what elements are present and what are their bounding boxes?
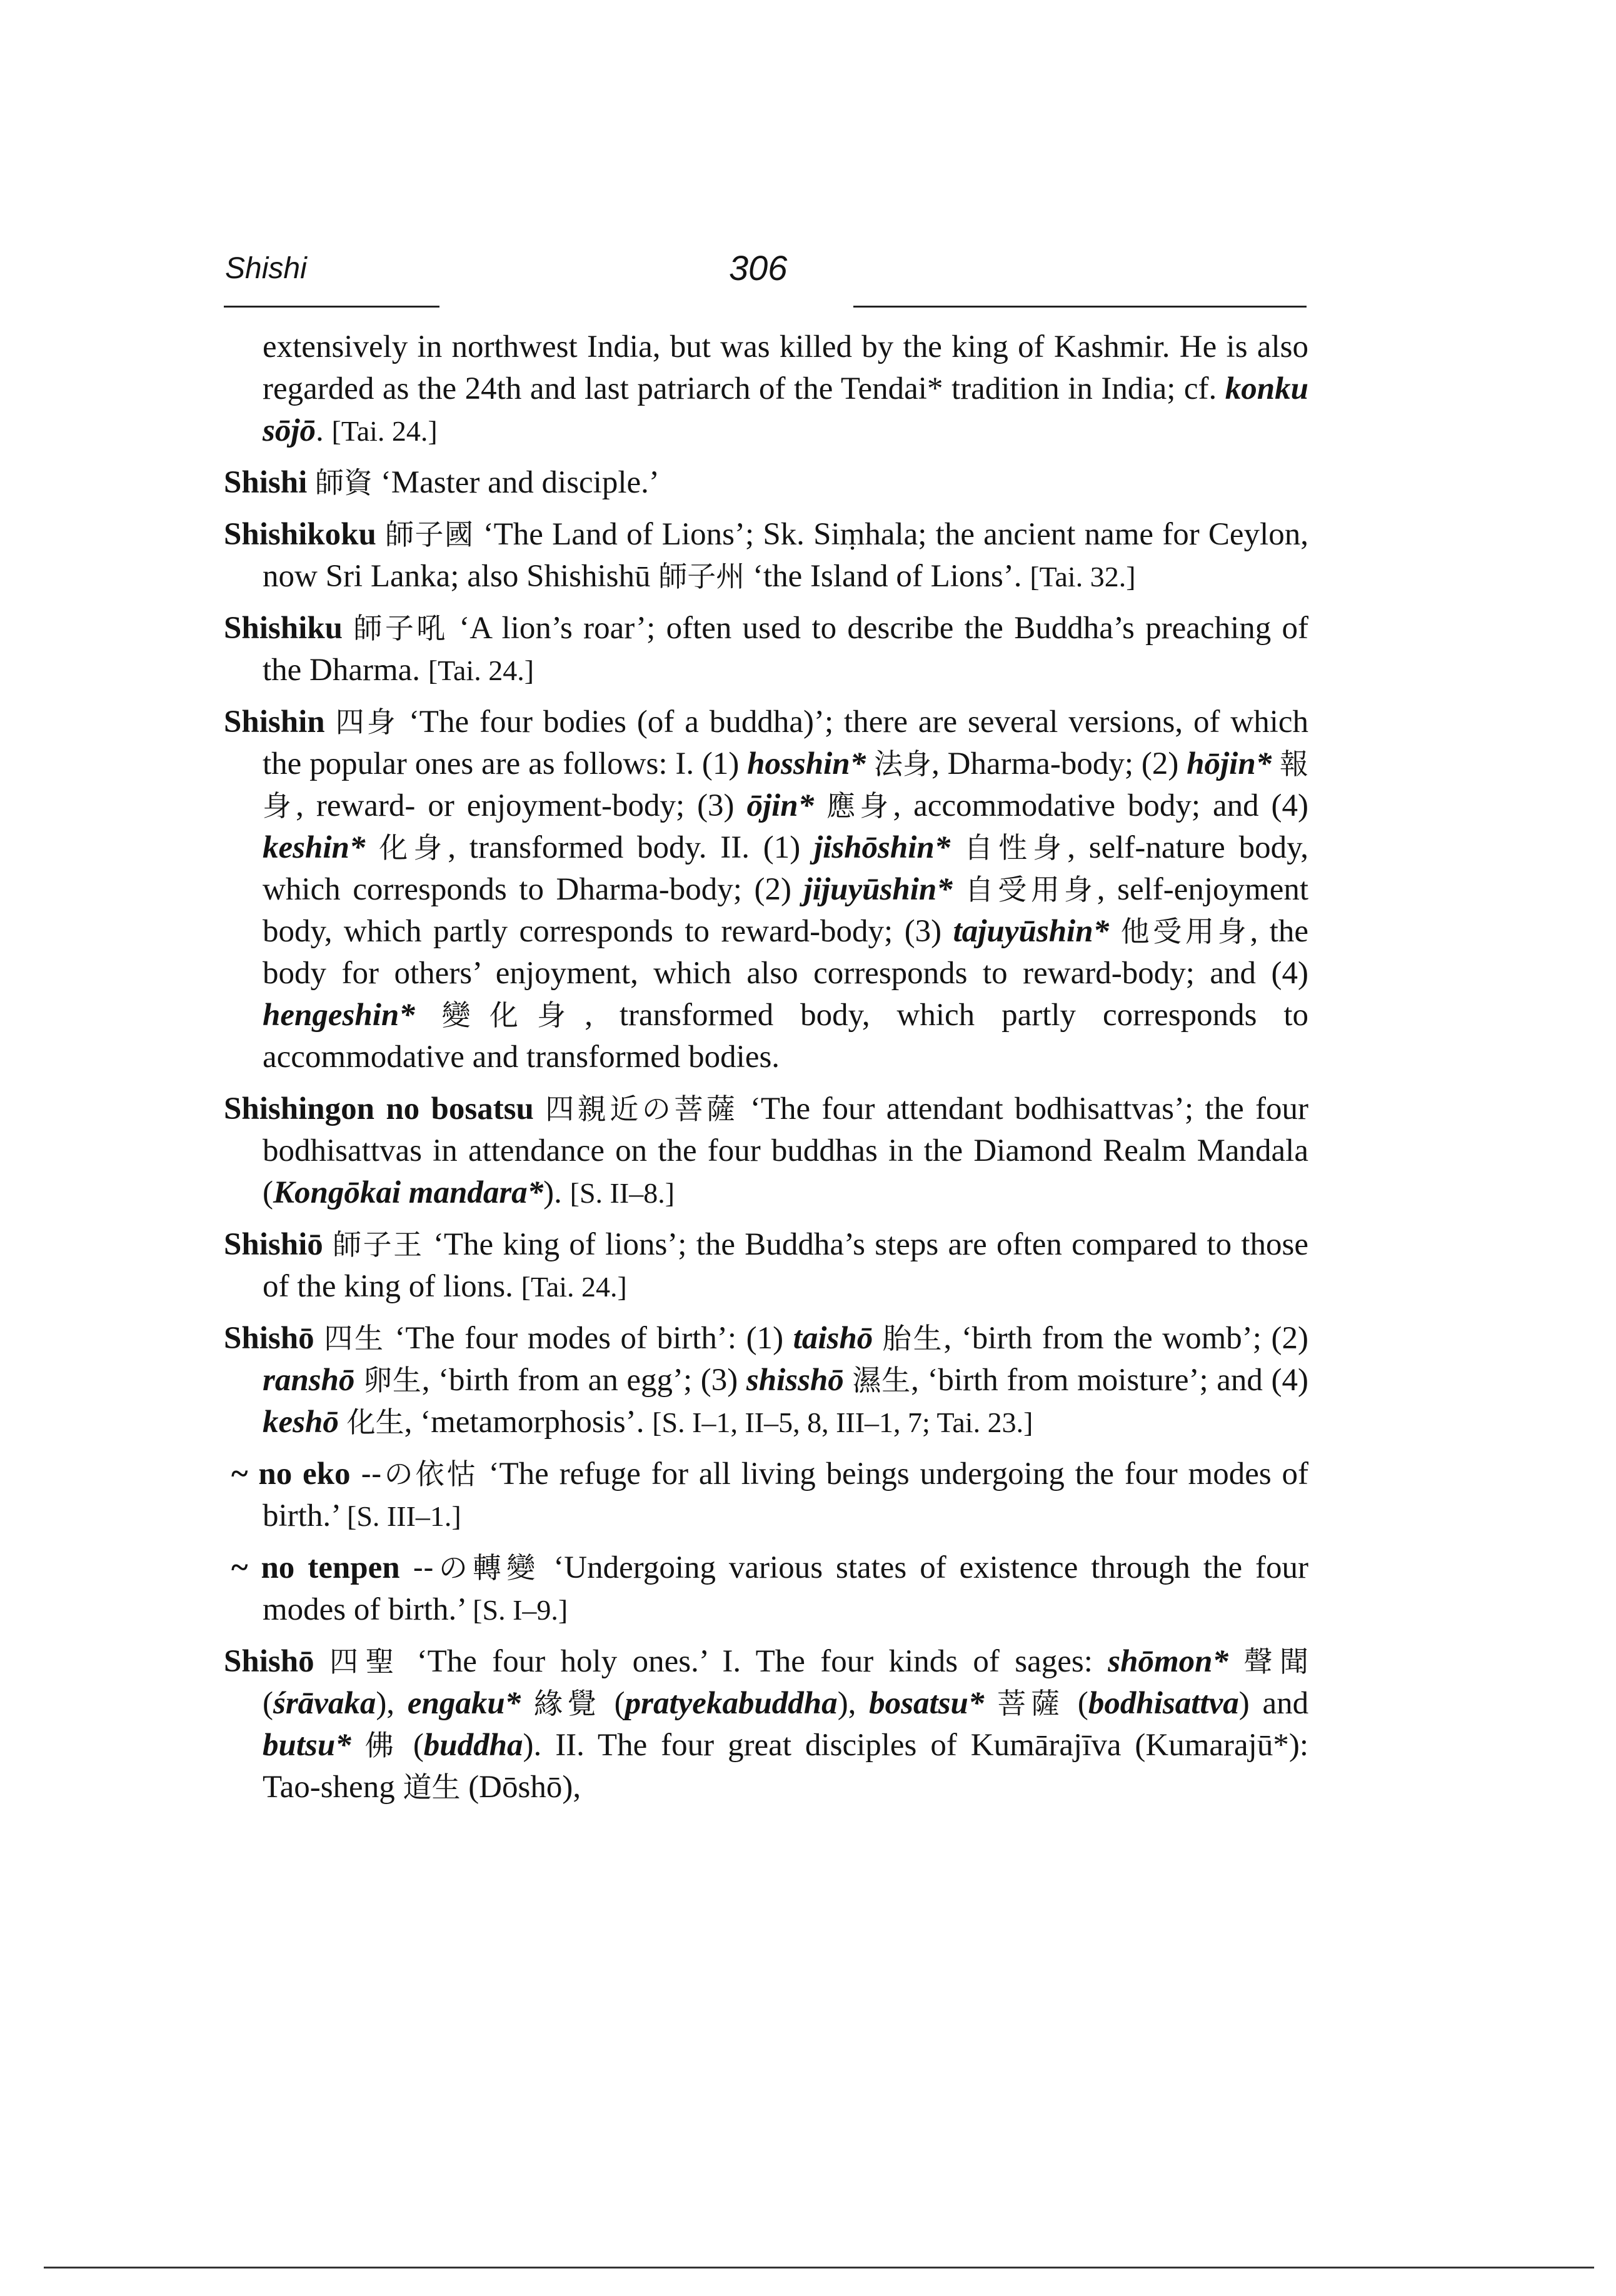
entry-headword: Shishingon no bosatsu [224, 1091, 534, 1126]
entry-text: ( [399, 1728, 424, 1763]
entry-continuation [224, 326, 1308, 452]
entry-kanji: 應身 [826, 789, 893, 823]
entry-text: ‘The four modes of birth’: (1) [384, 1321, 793, 1356]
entry-text: , self-nature body, which corresponds to Dharma-body; (2) [263, 830, 1309, 907]
entry-source-ref: [Tai. 24.] [428, 654, 534, 686]
entry-text: , ‘birth from an egg’; (3) [421, 1363, 746, 1398]
entry-cross-ref: jishōshin* [814, 830, 951, 865]
entry-kanji: 他受用身 [1120, 915, 1250, 948]
entry-cross-ref: keshō [263, 1405, 339, 1440]
entry-no-eko [224, 1453, 1308, 1537]
entry-source-ref: [Tai. 24.] [521, 1271, 627, 1303]
entry-cross-ref: konku sōjō [263, 371, 1308, 448]
entry-sanskrit: bodhisattva [1088, 1686, 1239, 1721]
entry-cross-ref: jijuyūshin* [803, 872, 953, 907]
entry-text: , ‘birth from the womb’; (2) [943, 1321, 1308, 1356]
entry-text: ‘Undergoing various states of existence through the four modes of birth.’ [263, 1550, 1309, 1627]
entry-kanji: 四聖 [329, 1645, 402, 1678]
bottom-rule [44, 2267, 1594, 2268]
entry-kanji: 聲聞 [1243, 1645, 1309, 1678]
entry-kanji: 濕生 [852, 1363, 911, 1397]
entry-headword: Shishi [224, 465, 308, 500]
entry-kanji: 師子王 [333, 1228, 424, 1261]
entry-shishi [224, 462, 1308, 504]
entry-source-ref: [Tai. 24.] [331, 415, 438, 447]
entry-cross-ref: tajuyūshin* [953, 914, 1110, 949]
entry-kanji: 師子國 [385, 518, 474, 551]
entry-sanskrit: pratyekabuddha [625, 1686, 838, 1721]
entry-cross-ref: engaku* [407, 1686, 521, 1721]
entry-text: ), [837, 1686, 870, 1721]
entry-headword: Shishin [224, 704, 325, 739]
entry-kanji: 菩薩 [997, 1687, 1065, 1720]
entry-text: ) and [1238, 1686, 1309, 1721]
entry-no-tenpen [224, 1547, 1308, 1631]
entry-headword: Shishiō [224, 1227, 323, 1262]
entry-text: ( [263, 1686, 273, 1721]
entry-source-ref: [S. III–1.] [347, 1500, 461, 1532]
running-head-word: Shishi [225, 252, 307, 285]
entry-shishingon-no-bosatsu [224, 1088, 1308, 1214]
entry-source-ref: [S. II–8.] [570, 1177, 675, 1209]
entry-shishikoku [224, 514, 1308, 598]
entry-sanskrit: śrāvaka [273, 1686, 376, 1721]
entry-cross-ref: taishō [793, 1321, 873, 1356]
entry-shishio [224, 1224, 1308, 1308]
entry-kanji: 法身 [873, 747, 932, 781]
entry-shisho-holy-ones [224, 1641, 1308, 1808]
entry-shishiku [224, 608, 1308, 691]
entry-shisho-four-births [224, 1318, 1308, 1443]
entry-text: ‘The Land of Lions’; Sk. Siṃhala; the ancient name for Ceylon, now Sri Lanka; also Shishishū [263, 517, 1308, 594]
entry-text: , accommodative body; and (4) [893, 788, 1309, 823]
entry-text: , ‘metamorphosis’. [404, 1405, 653, 1440]
entry-text: ‘the Island of Lions’. [745, 559, 1030, 594]
entry-text: ‘The four attendant bodhisattvas’; the four bodhisattvas in attendance on the four buddhas in the Diamond Realm Mandala ( [263, 1091, 1309, 1210]
entry-kanji: 師資 [315, 466, 373, 499]
entry-kanji: 道生 [403, 1770, 461, 1804]
entry-shishin [224, 701, 1308, 1078]
entry-cross-ref: hōjin* [1187, 746, 1272, 781]
entry-text: ‘A lion’s roar’; often used to describe the Buddha’s preaching of the Dharma. [263, 611, 1309, 688]
entry-text: ( [601, 1686, 625, 1721]
entry-text: , ‘birth from moisture’; and (4) [911, 1363, 1308, 1398]
entry-kanji: --の依怙 [361, 1457, 478, 1491]
entry-cross-ref: shōmon* [1108, 1644, 1229, 1679]
entry-headword: ~ no eko [231, 1456, 351, 1491]
entry-kanji: 佛 [364, 1728, 399, 1762]
entry-kanji: 胎生 [882, 1321, 944, 1355]
entry-cross-ref: hengeshin* [263, 998, 415, 1033]
entry-cross-ref: Kongōkai mandara* [273, 1175, 544, 1210]
entry-text: ‘The four bodies (of a buddha)’; there are several versions, of which the popular ones are as follows: I. (1) [263, 704, 1309, 781]
entry-cross-ref: bosatsu* [869, 1686, 985, 1721]
entry-text: ‘Master and disciple.’ [373, 465, 660, 500]
entry-kanji: 化身 [379, 831, 448, 865]
entry-kanji: 報身 [263, 747, 1309, 823]
entry-text: extensively in northwest India, but was killed by the king of Kashmir. He is also regarded as the 24th and last patriarch of the Tendai* tradition in India; cf. [263, 329, 1308, 406]
entry-kanji: 化生 [346, 1405, 404, 1439]
entry-headword: ~ no tenpen [231, 1550, 400, 1585]
entry-cross-ref: hosshin* [747, 746, 866, 781]
entry-kanji: --の轉變 [413, 1551, 541, 1585]
entry-text: ‘The refuge for all living beings undergoing the four modes of birth.’ [263, 1456, 1308, 1533]
entry-kanji: 師子州 [658, 559, 745, 593]
entry-text: ‘The four holy ones.’ I. The four kinds of sages: [401, 1644, 1108, 1679]
entry-text: ‘The king of lions’; the Buddha’s steps are often compared to those of the king of lions. [263, 1227, 1309, 1304]
entry-text: , the body for others’ enjoyment, which also corresponds to reward-body; and (4) [263, 914, 1309, 991]
entry-kanji: 四身 [335, 705, 398, 739]
entry-cross-ref: butsu* [263, 1728, 351, 1763]
entry-sanskrit: buddha [423, 1728, 523, 1763]
entry-cross-ref: ranshō [263, 1363, 355, 1398]
entry-cross-ref: keshin* [263, 830, 366, 865]
entry-text: , Dharma-body; (2) [931, 746, 1187, 781]
entry-text: ). [543, 1175, 570, 1210]
entry-kanji: 緣覺 [533, 1687, 601, 1720]
entry-kanji: 自性身 [964, 831, 1068, 865]
entry-kanji: 四生 [324, 1321, 385, 1355]
entry-text: . [316, 413, 332, 448]
entry-text: , reward- or enjoyment-body; (3) [296, 788, 747, 823]
header-rule-right [853, 306, 1307, 308]
entry-source-ref: [S. I–1, II–5, 8, III–1, 7; Tai. 23.] [652, 1406, 1033, 1438]
entry-text: , transformed body, which partly corresponds to accommodative and transformed bodies. [263, 998, 1309, 1075]
entry-text: (Dōshō), [460, 1770, 581, 1805]
header-rule-left [224, 306, 439, 308]
entry-text: ( [1065, 1686, 1088, 1721]
entry-headword: Shishō [224, 1321, 314, 1356]
entry-source-ref: [S. I–9.] [473, 1594, 568, 1626]
entry-kanji: 師子吼 [353, 611, 448, 645]
entry-headword: Shishō [224, 1644, 314, 1679]
dictionary-body [224, 326, 1308, 1818]
entry-kanji: 變化身 [441, 998, 585, 1032]
entry-kanji: 自受用身 [965, 873, 1097, 906]
running-header [224, 248, 1305, 291]
entry-cross-ref: ōjin* [746, 788, 815, 823]
entry-headword: Shishiku [224, 611, 343, 646]
entry-text: , self-enjoyment body, which partly corresponds to reward-body; (3) [263, 872, 1309, 949]
page-number: 306 [729, 248, 788, 288]
entry-headword: Shishikoku [224, 517, 376, 552]
entry-text: ). II. The four great disciples of Kumārajīva (Kumarajū*): Tao-sheng [263, 1728, 1308, 1805]
entry-cross-ref: shisshō [746, 1363, 844, 1398]
entry-kanji: 四親近の菩薩 [545, 1092, 739, 1126]
entry-source-ref: [Tai. 32.] [1030, 561, 1136, 593]
entry-kanji: 卵生 [363, 1363, 422, 1397]
entry-text: ), [376, 1686, 408, 1721]
entry-text: , transformed body. II. (1) [448, 830, 814, 865]
